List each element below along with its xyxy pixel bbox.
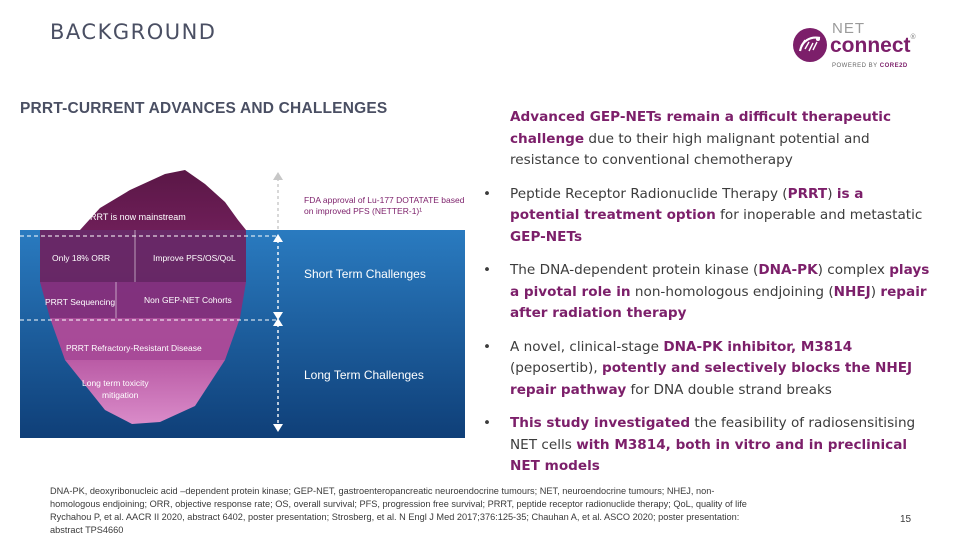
netconnect-logo (792, 22, 932, 78)
iceberg-row2-right: Non GEP-NET Cohorts (144, 295, 232, 305)
long-term-label: Long Term Challenges (304, 368, 424, 382)
background-text (483, 107, 930, 490)
zebra-logo-icon (792, 27, 828, 63)
iceberg-illustration (20, 170, 498, 438)
iceberg-row2-left: PRRT Sequencing (45, 297, 116, 307)
bullet-dot: • (483, 338, 492, 355)
logo-powered-by: POWERED BY CORE2D (832, 63, 908, 69)
list-item: • Peptide Receptor Radionuclide Therapy (PRRT) is a potential treatment option for inoperable and metastatic GEP-NETs (483, 185, 923, 245)
iceberg-row4-line1: Long term toxicity (82, 378, 149, 388)
section-title: BACKGROUND (50, 20, 217, 44)
bullet-dot: • (483, 185, 492, 202)
intro-paragraph: Advanced GEP-NETs remain a difficult therapeutic challenge due to their high malignant potential and resistance to conventional chemotherapy (510, 109, 891, 168)
list-item: • A novel, clinical-stage DNA-PK inhibitor, M3814 (peposertib), potently and selectively blocks the NHEJ repair pathway for DNA double strand breaks (483, 338, 913, 398)
footnote-line: Rychahou P, et al. AACR II 2020, abstract 6402, poster presentation; Strosberg, et al. N Engl J Med 2017;376:125-35; Chauhan A, et al. ASCO 2020; poster presentation: (50, 512, 740, 522)
iceberg-row3 (50, 318, 240, 360)
iceberg-tip-label: PRRT is now mainstream (84, 212, 186, 222)
iceberg-row1-left: Only 18% ORR (52, 253, 111, 263)
slide-subtitle: PRRT-CURRENT ADVANCES AND CHALLENGES (20, 100, 388, 117)
bullet-dot: • (483, 415, 492, 431)
bullet-list (483, 184, 930, 478)
iceberg-row4-line2: mitigation (102, 390, 139, 400)
fda-approval-label: FDA approval of Lu-177 DOTATATE based on improved PFS (NETTER-1)¹ (304, 195, 465, 216)
list-item: • This study investigated the feasibility of radiosensitising NET cells with M3814, both in vitro and in preclinical NET models (483, 415, 916, 474)
iceberg-row3-label: PRRT Refractory-Resistant Disease (66, 343, 202, 353)
logo-brand-main: connect® (830, 34, 916, 57)
short-term-label: Short Term Challenges (304, 267, 426, 281)
list-item: • The DNA-dependent protein kinase (DNA-PK) complex plays a pivotal role in non-homologous endjoining (NHEJ) repair after radiation therapy (483, 262, 930, 321)
footnote-line: abstract TPS4660 (50, 525, 124, 535)
iceberg-row1-right: Improve PFS/OS/QoL (153, 253, 236, 263)
footnote-line: DNA-PK, deoxyribonucleic acid –dependent protein kinase; GEP-NET, gastroenteropancreatic neuroendocrine tumours; NET, neuroendocrine tumours; NHEJ, non- (50, 486, 715, 496)
footnote-line: homologous endjoining; ORR, objective response rate; OS, overall survival; PFS, progression free survival; PRRT, peptide receptor radionuclide therapy; QoL, quality of life (50, 499, 747, 509)
footnote (50, 485, 890, 537)
bullet-dot: • (483, 262, 492, 278)
logo-brand-top: NET (832, 20, 865, 37)
page-number: 15 (900, 514, 912, 525)
